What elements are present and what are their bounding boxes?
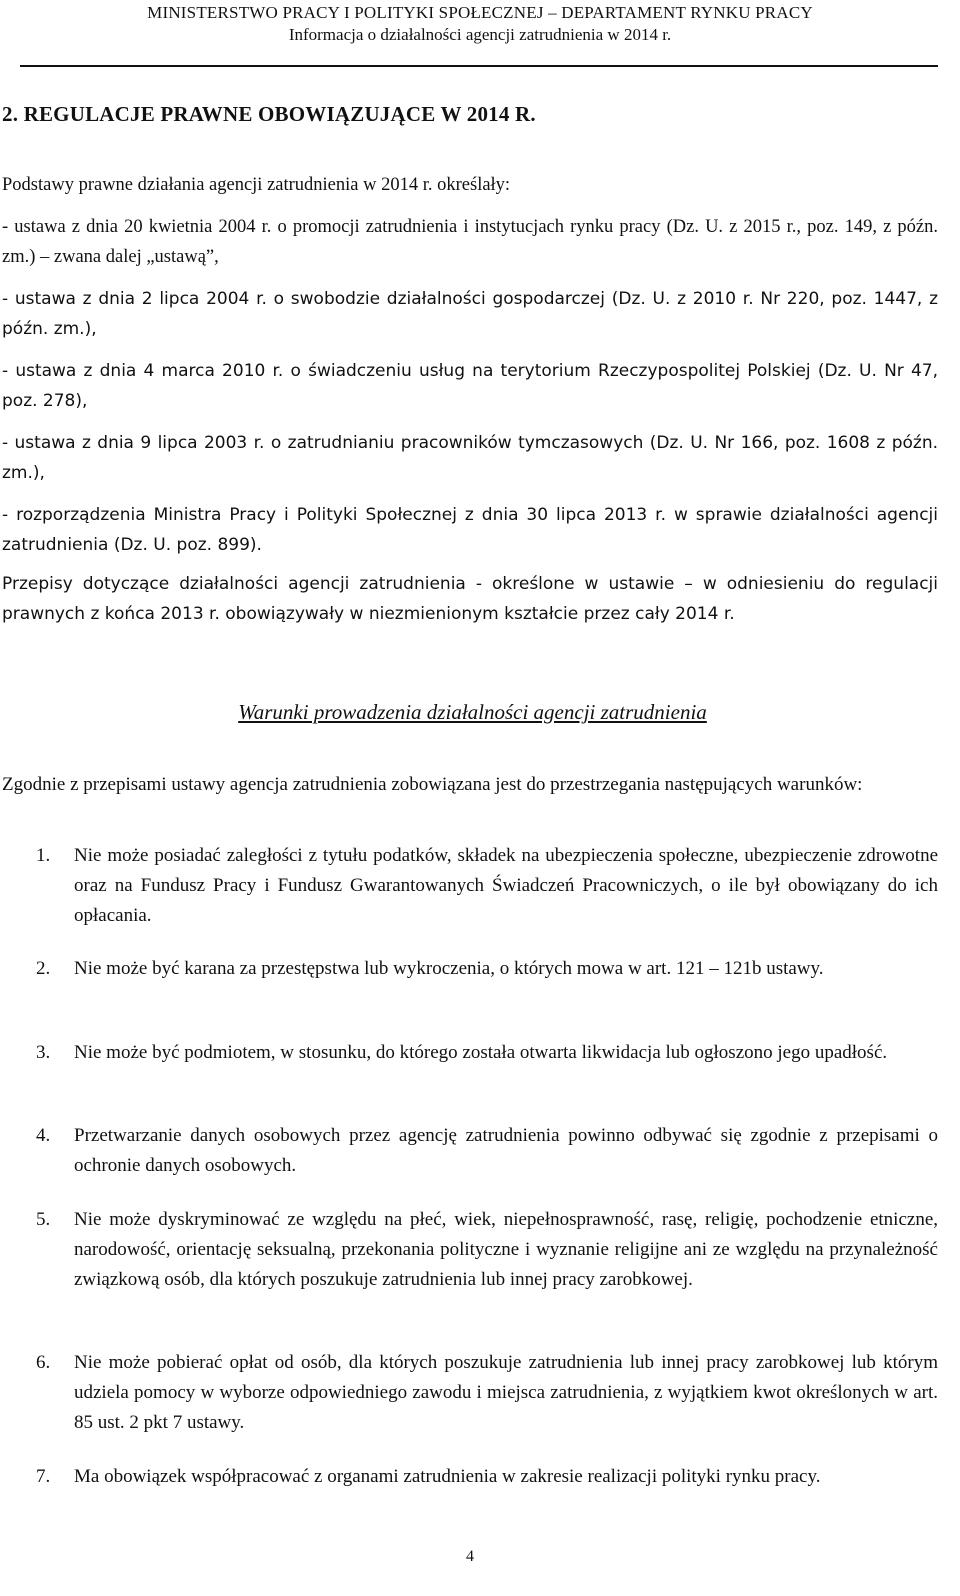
- condition-text: Nie może posiadać zaległości z tytułu podatków, składek na ubezpieczenia społeczne, ubezpieczenie zdrowotne oraz na Fundusz Pracy i Fundusz Gwarantowanych Świadczeń Pracowniczych, o ile był obowiązany do ich opłacania.: [74, 845, 938, 926]
- condition-number: 6.: [36, 1352, 51, 1373]
- header-report-title: Informacja o działalności agencji zatrudnienia w 2014 r.: [288, 25, 672, 44]
- page-number: 4: [466, 1548, 474, 1565]
- condition-number: 4.: [36, 1125, 51, 1146]
- condition-text: Nie może dyskryminować ze względu na płeć, wiek, niepełnosprawność, rasę, religię, pochodzenie etniczne, narodowość, orientację seksualną, przekonania polityczne i wyznanie religijne ani ze względu na przynależność związkową osób, dla których poszukuje zatrudnienia lub innej pracy zarobkowej.: [74, 1209, 938, 1290]
- header-ministry: MINISTERSTWO PRACY I POLITYKI SPOŁECZNEJ – DEPARTAMENT RYNKU PRACY: [147, 3, 813, 22]
- section-title: 2. REGULACJE PRAWNE OBOWIĄZUJĄCE W 2014 R.: [2, 102, 536, 126]
- page-header: [0, 2, 960, 46]
- regulations-paragraph: Przepisy dotyczące działalności agencji zatrudnienia - określone w ustawie – w odniesieniu do regulacji prawnych z końca 2013 r. obowiązywały w niezmienionym kształcie przez cały 2014 r.: [2, 574, 938, 624]
- condition-text: Przetwarzanie danych osobowych przez agencję zatrudnienia powinno odbywać się zgodnie z przepisami o ochronie danych osobowych.: [74, 1125, 938, 1176]
- conditions-intro: Zgodnie z przepisami ustawy agencja zatrudnienia zobowiązana jest do przestrzegania następujących warunków:: [2, 774, 863, 795]
- legal-basis-1: - ustawa z dnia 20 kwietnia 2004 r. o promocji zatrudnienia i instytucjach rynku pracy (Dz. U. z 2015 r., poz. 149, z późn. zm.) – zwana dalej „ustawą”,: [2, 217, 938, 267]
- condition-text: Ma obowiązek współpracować z organami zatrudnienia w zakresie realizacji polityki rynku pracy.: [74, 1466, 821, 1487]
- header-rule: [20, 65, 938, 67]
- condition-number: 3.: [36, 1042, 51, 1063]
- condition-number: 7.: [36, 1466, 51, 1487]
- intro-text: Podstawy prawne działania agencji zatrudnienia w 2014 r. określały:: [2, 175, 511, 195]
- condition-number: 2.: [36, 958, 51, 979]
- condition-number: 1.: [36, 845, 51, 866]
- condition-text: Nie może pobierać opłat od osób, dla których poszukuje zatrudnienia lub innej pracy zarobkowej lub którym udziela pomocy w wyborze odpowiedniego zawodu i miejsca zatrudnienia, z wyjątkiem kwot określonych w art. 85 ust. 2 pkt 7 ustawy.: [74, 1352, 938, 1433]
- legal-basis-4: - ustawa z dnia 9 lipca 2003 r. o zatrudnianiu pracowników tymczasowych (Dz. U. Nr 166, poz. 1608 z późn. zm.),: [2, 433, 938, 483]
- legal-basis-5: - rozporządzenia Ministra Pracy i Polityki Społecznej z dnia 30 lipca 2013 r. w sprawie działalności agencji zatrudnienia (Dz. U. poz. 899).: [2, 505, 938, 555]
- subheading-conditions: Warunki prowadzenia działalności agencji zatrudnienia: [238, 700, 707, 724]
- condition-number: 5.: [36, 1209, 51, 1230]
- condition-text: Nie może być podmiotem, w stosunku, do którego została otwarta likwidacja lub ogłoszono jego upadłość.: [74, 1042, 888, 1063]
- condition-text: Nie może być karana za przestępstwa lub wykroczenia, o których mowa w art. 121 – 121b ustawy.: [74, 958, 824, 979]
- legal-basis-3: - ustawa z dnia 4 marca 2010 r. o świadczeniu usług na terytorium Rzeczypospolitej Polskiej (Dz. U. Nr 47, poz. 278),: [2, 361, 938, 411]
- legal-basis-2: - ustawa z dnia 2 lipca 2004 r. o swobodzie działalności gospodarczej (Dz. U. z 2010 r. Nr 220, poz. 1447, z późn. zm.),: [2, 289, 938, 339]
